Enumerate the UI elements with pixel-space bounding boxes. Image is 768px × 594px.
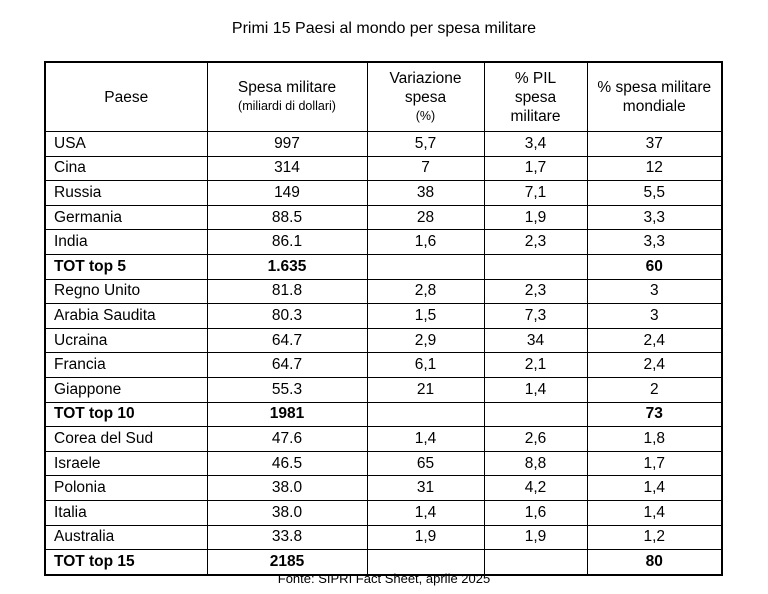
cell-variazione: 21: [367, 377, 484, 402]
cell-variazione: 1,4: [367, 427, 484, 452]
header-paese-label: Paese: [104, 88, 149, 106]
header-paese: [45, 62, 207, 132]
cell-pil: 1,9: [484, 205, 587, 230]
cell-variazione: 65: [367, 451, 484, 476]
cell-spesa: 314: [207, 156, 367, 181]
cell-variazione: 1,9: [367, 525, 484, 550]
cell-spesa: 64.7: [207, 328, 367, 353]
table-row: [45, 427, 722, 452]
cell-paese: Francia: [45, 353, 207, 378]
cell-variazione: 2,9: [367, 328, 484, 353]
header-pil-line2: spesa: [514, 88, 557, 106]
cell-variazione: 5,7: [367, 132, 484, 157]
table-row: [45, 279, 722, 304]
cell-variazione: 28: [367, 205, 484, 230]
cell-mondiale: 1,7: [587, 451, 722, 476]
cell-pil: 4,2: [484, 476, 587, 501]
cell-spesa: 997: [207, 132, 367, 157]
cell-mondiale: 37: [587, 132, 722, 157]
cell-spesa: 47.6: [207, 427, 367, 452]
cell-paese: TOT top 5: [45, 254, 207, 279]
cell-pil: 1,9: [484, 525, 587, 550]
header-spesa-label: Spesa militare: [237, 79, 337, 96]
cell-paese: Israele: [45, 451, 207, 476]
table-row: [45, 328, 722, 353]
cell-paese: Regno Unito: [45, 279, 207, 304]
cell-pil: 1,6: [484, 500, 587, 525]
cell-pil: 7,3: [484, 304, 587, 329]
cell-pil: 2,6: [484, 427, 587, 452]
table-row: [45, 230, 722, 255]
cell-spesa: 1.635: [207, 254, 367, 279]
cell-paese: Ucraina: [45, 328, 207, 353]
cell-mondiale: 80: [587, 550, 722, 575]
total-row: [45, 402, 722, 427]
cell-pil: 8,8: [484, 451, 587, 476]
cell-variazione: [367, 402, 484, 427]
cell-pil: 2,3: [484, 230, 587, 255]
cell-mondiale: 2,4: [587, 353, 722, 378]
table-row: [45, 525, 722, 550]
header-spesa-unit: (miliardi di dollari): [238, 99, 336, 113]
cell-pil: 1,4: [484, 377, 587, 402]
table-row: [45, 181, 722, 206]
cell-variazione: 2,8: [367, 279, 484, 304]
header-variazione-unit: (%): [415, 108, 436, 123]
cell-variazione: 7: [367, 156, 484, 181]
cell-paese: Italia: [45, 500, 207, 525]
cell-paese: Corea del Sud: [45, 427, 207, 452]
table-row: [45, 353, 722, 378]
header-row: [45, 62, 722, 132]
cell-paese: Australia: [45, 525, 207, 550]
cell-pil: [484, 402, 587, 427]
table-body: [45, 132, 722, 575]
table-title: Primi 15 Paesi al mondo per spesa militare: [231, 20, 537, 37]
cell-mondiale: 1,4: [587, 500, 722, 525]
table-row: [45, 304, 722, 329]
cell-pil: 34: [484, 328, 587, 353]
cell-paese: Germania: [45, 205, 207, 230]
cell-spesa: 2185: [207, 550, 367, 575]
table-row: [45, 132, 722, 157]
table-row: [45, 205, 722, 230]
cell-variazione: 1,4: [367, 500, 484, 525]
header-mondiale-line1: % spesa militare: [597, 79, 712, 96]
cell-mondiale: 3: [587, 304, 722, 329]
cell-mondiale: 3,3: [587, 205, 722, 230]
cell-mondiale: 1,8: [587, 427, 722, 452]
cell-variazione: 1,5: [367, 304, 484, 329]
header-variazione-line2: spesa: [404, 88, 447, 106]
table-row: [45, 377, 722, 402]
cell-mondiale: 5,5: [587, 181, 722, 206]
cell-spesa: 88.5: [207, 205, 367, 230]
cell-pil: 7,1: [484, 181, 587, 206]
cell-mondiale: 2,4: [587, 328, 722, 353]
cell-paese: Russia: [45, 181, 207, 206]
cell-variazione: 1,6: [367, 230, 484, 255]
table-row: [45, 476, 722, 501]
header-pil: [484, 62, 587, 132]
cell-mondiale: 3: [587, 279, 722, 304]
cell-paese: Cina: [45, 156, 207, 181]
header-variazione-line1: Variazione: [389, 69, 462, 87]
cell-variazione: [367, 254, 484, 279]
cell-spesa: 64.7: [207, 353, 367, 378]
cell-spesa: 149: [207, 181, 367, 206]
cell-mondiale: 60: [587, 254, 722, 279]
military-spending-table: [44, 61, 723, 576]
cell-pil: 3,4: [484, 132, 587, 157]
table-row: [45, 156, 722, 181]
cell-spesa: 46.5: [207, 451, 367, 476]
cell-paese: Giappone: [45, 377, 207, 402]
cell-pil: 1,7: [484, 156, 587, 181]
cell-pil: 2,3: [484, 279, 587, 304]
cell-spesa: 81.8: [207, 279, 367, 304]
cell-paese: Arabia Saudita: [45, 304, 207, 329]
cell-spesa: 33.8: [207, 525, 367, 550]
cell-pil: [484, 254, 587, 279]
cell-paese: India: [45, 230, 207, 255]
cell-paese: Polonia: [45, 476, 207, 501]
table-row: [45, 500, 722, 525]
cell-mondiale: 1,4: [587, 476, 722, 501]
cell-paese: TOT top 15: [45, 550, 207, 575]
cell-spesa: 80.3: [207, 304, 367, 329]
header-mondiale: [587, 62, 722, 132]
cell-variazione: 6,1: [367, 353, 484, 378]
cell-paese: USA: [45, 132, 207, 157]
header-variazione: [367, 62, 484, 132]
cell-mondiale: 2: [587, 377, 722, 402]
cell-variazione: 38: [367, 181, 484, 206]
cell-paese: TOT top 10: [45, 402, 207, 427]
cell-variazione: 31: [367, 476, 484, 501]
source-note: Fonte: SIPRI Fact Sheet, aprile 2025: [277, 571, 491, 586]
header-spesa: [207, 62, 367, 132]
header-pil-line3: militare: [510, 107, 561, 125]
cell-spesa: 55.3: [207, 377, 367, 402]
cell-spesa: 1981: [207, 402, 367, 427]
cell-spesa: 38.0: [207, 476, 367, 501]
cell-spesa: 38.0: [207, 500, 367, 525]
cell-mondiale: 73: [587, 402, 722, 427]
cell-mondiale: 1,2: [587, 525, 722, 550]
cell-pil: 2,1: [484, 353, 587, 378]
cell-mondiale: 12: [587, 156, 722, 181]
header-mondiale-line2: mondiale: [622, 98, 686, 115]
header-pil-line1: % PIL: [514, 69, 557, 87]
total-row: [45, 254, 722, 279]
cell-spesa: 86.1: [207, 230, 367, 255]
table-row: [45, 451, 722, 476]
cell-mondiale: 3,3: [587, 230, 722, 255]
